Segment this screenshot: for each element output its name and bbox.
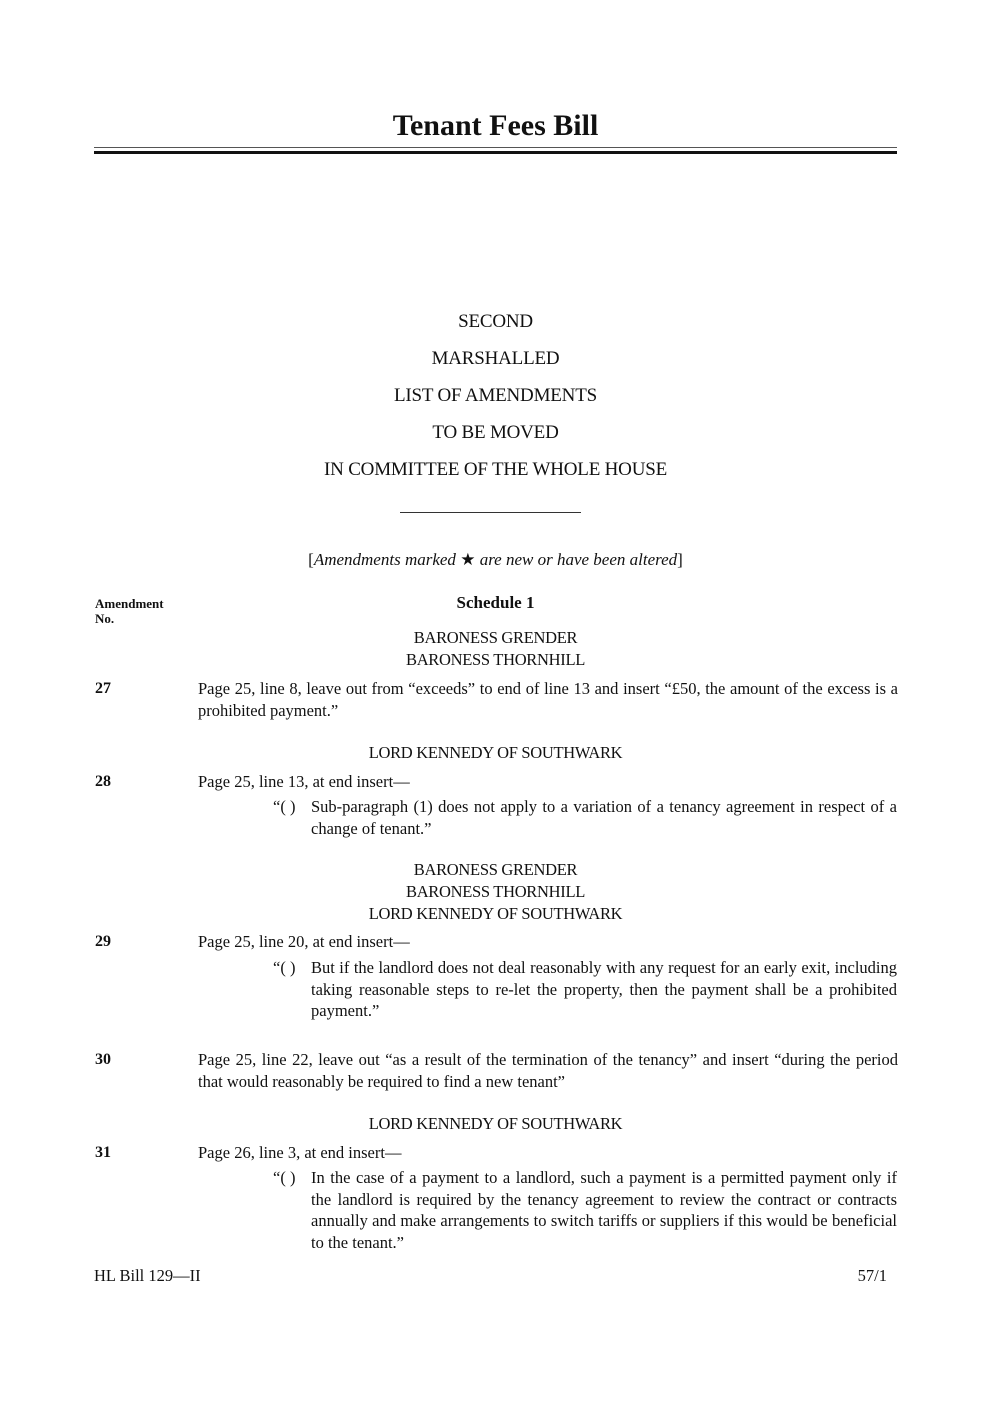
sponsor-name: BARONESS THORNHILL [405, 650, 586, 669]
inserted-text-block [273, 1167, 897, 1253]
heading-line: MARSHALLED [431, 348, 560, 369]
quote-marker: “( ) [273, 797, 296, 816]
amendment-number: 29 [95, 933, 111, 950]
page-reference: 57/1 [857, 1266, 887, 1285]
amendment-text: Page 25, line 20, at end insert— [198, 932, 410, 951]
inserted-text-block [273, 957, 897, 1022]
schedule-heading: Schedule 1 [456, 593, 535, 612]
title-rule-thick [94, 151, 897, 154]
list-heading [94, 303, 897, 488]
inserted-text-block [273, 796, 897, 839]
inserted-text: In the case of a payment to a landlord, such a payment is a permitted payment only if the landlord is required by the tenancy agreement to review the contract or contracts annually and make arrangements to switch tariffs or suppliers if this would be beneficial to the tenant.” [311, 1168, 897, 1252]
column-label-line: Amendment [95, 596, 164, 611]
note-text-before: Amendments marked [313, 550, 461, 569]
heading-line: LIST OF AMENDMENTS [394, 385, 597, 406]
bill-reference: HL Bill 129—II [94, 1266, 201, 1285]
note-open-bracket: [ [308, 550, 314, 569]
sponsor-group [94, 859, 897, 925]
sponsor-group [94, 627, 897, 671]
quote-marker: “( ) [273, 1168, 296, 1187]
sponsor-group [94, 1113, 897, 1135]
title-rule-thin [94, 147, 897, 148]
inserted-text: Sub-paragraph (1) does not apply to a variation of a tenancy agreement in respect of a change of tenant.” [311, 797, 897, 838]
bill-title: Tenant Fees Bill [392, 109, 599, 142]
amendment-text: Page 26, line 3, at end insert— [198, 1143, 402, 1162]
inserted-text: But if the landlord does not deal reasonably with any request for an early exit, including taking reasonable steps to re-let the property, then the payment shall be a prohibited payment.” [311, 958, 897, 1020]
note-text-after: are new or have been altered [475, 550, 678, 569]
heading-divider [400, 512, 581, 513]
star-icon: ★ [460, 550, 476, 569]
sponsor-name: LORD KENNEDY OF SOUTHWARK [368, 1114, 623, 1133]
amendment-number: 30 [95, 1051, 111, 1068]
sponsor-name: LORD KENNEDY OF SOUTHWARK [368, 743, 623, 762]
heading-line: IN COMMITTEE OF THE WHOLE HOUSE [324, 459, 667, 480]
amendments-note [94, 549, 897, 571]
note-close-bracket: ] [677, 550, 683, 569]
sponsor-group [94, 742, 897, 764]
sponsor-name: LORD KENNEDY OF SOUTHWARK [368, 904, 623, 923]
amendment-number: 28 [95, 773, 111, 790]
sponsor-name: BARONESS THORNHILL [405, 882, 586, 901]
amendment-text: Page 25, line 22, leave out “as a result of the termination of the tenancy” and insert “during the period that would reasonably be required to find a new tenant” [198, 1050, 898, 1091]
amendment-text: Page 25, line 8, leave out from “exceeds” to end of line 13 and insert “£50, the amount of the excess is a prohibited payment.” [198, 679, 898, 720]
column-label-line: No. [95, 611, 115, 626]
amendment-text: Page 25, line 13, at end insert— [198, 772, 410, 791]
amendment-number: 31 [95, 1144, 111, 1161]
quote-marker: “( ) [273, 958, 296, 977]
heading-line: SECOND [458, 311, 533, 332]
heading-line: TO BE MOVED [432, 422, 559, 443]
amendment-number: 27 [95, 680, 111, 697]
sponsor-name: BARONESS GRENDER [413, 628, 578, 647]
sponsor-name: BARONESS GRENDER [413, 860, 578, 879]
